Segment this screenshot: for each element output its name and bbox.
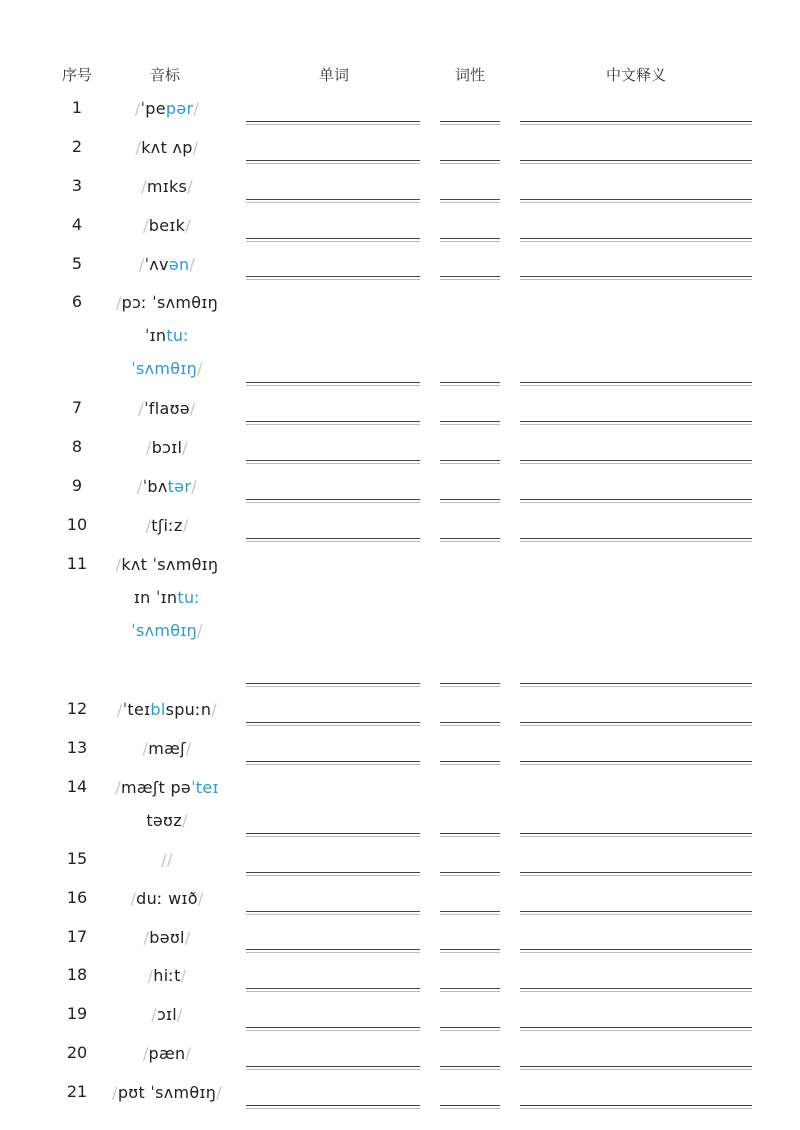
part-of-speech-blank[interactable] xyxy=(440,499,500,503)
word-blank[interactable] xyxy=(246,382,420,386)
phonetic-text: pɔː ˈsʌmθɪŋ ˈɪn xyxy=(121,293,219,346)
word-blank[interactable] xyxy=(246,538,420,542)
word-blank[interactable] xyxy=(246,761,420,765)
chinese-meaning-blank[interactable] xyxy=(520,872,752,876)
phonetic-transcription xyxy=(108,286,226,385)
part-of-speech-blank[interactable] xyxy=(440,121,500,125)
phonetic-text: kʌt ˈsʌmθɪŋ ɪn ˈɪn xyxy=(121,555,219,608)
phonetic-text: pæn xyxy=(148,1044,186,1064)
part-of-speech-blank[interactable] xyxy=(440,683,500,687)
table-row xyxy=(0,92,800,131)
phonetic-transcription xyxy=(108,170,226,203)
slash-mark: / xyxy=(187,176,193,196)
phonetic-highlight: tər xyxy=(167,477,192,497)
slash-mark: / xyxy=(115,555,122,575)
row-number: 19 xyxy=(66,1004,88,1024)
chinese-meaning-blank[interactable] xyxy=(520,683,752,687)
table-row xyxy=(0,431,800,470)
slash-mark: / xyxy=(145,516,152,536)
word-blank[interactable] xyxy=(246,1066,420,1070)
row-number: 8 xyxy=(71,437,83,457)
row-number: 6 xyxy=(71,292,83,312)
word-blank[interactable] xyxy=(246,238,420,242)
slash-mark: / xyxy=(191,477,197,497)
row-number: 1 xyxy=(71,98,83,117)
word-blank[interactable] xyxy=(246,911,420,915)
slash-mark: / xyxy=(115,293,122,313)
table-row xyxy=(0,170,800,209)
part-of-speech-blank[interactable] xyxy=(440,160,500,164)
slash-mark: / xyxy=(142,1044,149,1064)
phonetic-transcription xyxy=(108,248,226,281)
table-row xyxy=(0,843,800,882)
chinese-meaning-blank[interactable] xyxy=(520,121,752,125)
word-blank[interactable] xyxy=(246,722,420,726)
part-of-speech-blank[interactable] xyxy=(440,276,500,280)
slash-mark: / xyxy=(135,137,142,157)
chinese-meaning-blank[interactable] xyxy=(520,1027,752,1031)
table-row xyxy=(0,998,800,1037)
table-row xyxy=(0,392,800,431)
part-of-speech-blank[interactable] xyxy=(440,199,500,203)
table-row xyxy=(0,882,800,921)
word-blank[interactable] xyxy=(246,499,420,503)
slash-mark: / xyxy=(134,99,141,118)
phonetic-text: hiːt xyxy=(153,966,181,986)
chinese-meaning-blank[interactable] xyxy=(520,460,752,464)
word-blank[interactable] xyxy=(246,460,420,464)
table-row xyxy=(0,1037,800,1076)
part-of-speech-blank[interactable] xyxy=(440,988,500,992)
phonetic-transcription xyxy=(108,1037,226,1070)
slash-mark: / xyxy=(167,849,173,869)
slash-mark: / xyxy=(115,777,121,797)
slash-mark: / xyxy=(197,359,203,379)
phonetic-text: ɔɪl xyxy=(156,1005,178,1025)
table-header xyxy=(0,64,800,88)
phonetic-text: ˈflaʊə xyxy=(144,399,190,419)
part-of-speech-blank[interactable] xyxy=(440,722,500,726)
phonetic-highlight: tuː ˈsʌmθɪŋ xyxy=(131,326,198,379)
slash-mark: / xyxy=(189,254,196,274)
row-number: 14 xyxy=(66,776,88,796)
slash-mark: / xyxy=(211,700,217,720)
row-number: 4 xyxy=(71,214,83,234)
chinese-meaning-blank[interactable] xyxy=(520,160,752,164)
phonetic-text: mɪks xyxy=(146,176,188,196)
part-of-speech-blank[interactable] xyxy=(440,872,500,876)
slash-mark: / xyxy=(143,215,149,235)
row-number: 7 xyxy=(71,398,83,418)
table-row xyxy=(0,959,800,998)
slash-mark: / xyxy=(184,927,191,947)
chinese-meaning-blank[interactable] xyxy=(520,382,752,386)
phonetic-text: mæʃ xyxy=(148,738,186,758)
chinese-meaning-blank[interactable] xyxy=(520,988,752,992)
row-number: 16 xyxy=(66,887,88,907)
word-blank[interactable] xyxy=(246,199,420,203)
chinese-meaning-blank[interactable] xyxy=(520,761,752,765)
part-of-speech-blank[interactable] xyxy=(440,538,500,542)
word-blank[interactable] xyxy=(246,872,420,876)
part-of-speech-blank[interactable] xyxy=(440,761,500,765)
header-word: 单词 xyxy=(318,66,349,84)
table-row xyxy=(0,921,800,960)
part-of-speech-blank[interactable] xyxy=(440,1066,500,1070)
row-number: 11 xyxy=(66,554,88,574)
row-number: 17 xyxy=(66,926,88,946)
row-number: 2 xyxy=(71,136,83,156)
slash-mark: / xyxy=(130,888,137,908)
phonetic-text: beɪk xyxy=(148,215,186,235)
chinese-meaning-blank[interactable] xyxy=(520,949,752,953)
word-blank[interactable] xyxy=(246,160,420,164)
slash-mark: / xyxy=(147,966,154,986)
header-number: 序号 xyxy=(61,66,92,84)
row-number: 21 xyxy=(66,1082,88,1102)
slash-mark: / xyxy=(180,966,187,986)
phonetic-transcription xyxy=(108,921,226,954)
row-number: 12 xyxy=(66,699,88,719)
phonetic-text: ˈteɪ xyxy=(122,700,151,720)
phonetic-transcription xyxy=(108,392,226,425)
row-number: 15 xyxy=(66,848,88,868)
phonetic-text: tʃiːz xyxy=(151,516,183,536)
table-row xyxy=(0,470,800,509)
slash-mark: / xyxy=(138,254,145,274)
slash-mark: / xyxy=(185,1044,192,1064)
chinese-meaning-blank[interactable] xyxy=(520,911,752,915)
slash-mark: / xyxy=(138,399,145,419)
slash-mark: / xyxy=(181,810,188,830)
phonetic-transcription xyxy=(108,732,226,765)
chinese-meaning-blank[interactable] xyxy=(520,421,752,425)
phonetic-transcription xyxy=(108,131,226,164)
chinese-meaning-blank[interactable] xyxy=(520,276,752,280)
header-chinese-meaning: 中文释义 xyxy=(605,66,666,84)
slash-mark: / xyxy=(161,849,167,869)
table-row xyxy=(0,1076,800,1115)
phonetic-highlight: ˈteɪ xyxy=(191,777,219,797)
phonetic-text: bɔɪl xyxy=(151,438,183,458)
header-phonetic: 音标 xyxy=(149,66,180,84)
word-blank[interactable] xyxy=(246,1105,420,1109)
header-part-of-speech: 词性 xyxy=(454,66,485,84)
phonetic-transcription xyxy=(108,470,226,503)
slash-mark: / xyxy=(197,888,204,908)
phonetic-text: ˈpe xyxy=(140,99,166,118)
part-of-speech-blank[interactable] xyxy=(440,833,500,837)
chinese-meaning-blank[interactable] xyxy=(520,499,752,503)
slash-mark: / xyxy=(216,1083,222,1103)
part-of-speech-blank[interactable] xyxy=(440,238,500,242)
table-row xyxy=(0,771,800,843)
row-number: 13 xyxy=(66,737,88,757)
slash-mark: / xyxy=(185,738,192,758)
word-blank[interactable] xyxy=(246,988,420,992)
chinese-meaning-blank[interactable] xyxy=(520,1105,752,1109)
phonetic-text: bəʊl xyxy=(149,927,185,947)
table-row xyxy=(0,509,800,548)
row-number: 10 xyxy=(66,515,88,535)
phonetic-highlight: tuː ˈsʌmθɪŋ xyxy=(131,588,201,641)
slash-mark: / xyxy=(182,516,189,536)
phonetic-transcription xyxy=(108,431,226,464)
phonetic-text: ˈʌv xyxy=(144,254,169,274)
table-row xyxy=(0,248,800,287)
chinese-meaning-blank[interactable] xyxy=(520,833,752,837)
part-of-speech-blank[interactable] xyxy=(440,421,500,425)
table-row xyxy=(0,732,800,771)
word-blank[interactable] xyxy=(246,833,420,837)
row-number: 5 xyxy=(71,253,83,273)
chinese-meaning-blank[interactable] xyxy=(520,722,752,726)
phonetic-transcription xyxy=(108,1076,226,1109)
part-of-speech-blank[interactable] xyxy=(440,1105,500,1109)
slash-mark: / xyxy=(193,99,200,118)
phonetic-highlight: pər xyxy=(165,99,194,118)
part-of-speech-blank[interactable] xyxy=(440,911,500,915)
phonetic-text: mæʃt pə xyxy=(120,777,192,797)
slash-mark: / xyxy=(141,176,147,196)
phonetic-transcription xyxy=(108,959,226,992)
phonetic-transcription xyxy=(108,882,226,915)
slash-mark: / xyxy=(112,1083,118,1103)
phonetic-transcription xyxy=(108,209,226,242)
slash-mark: / xyxy=(182,438,188,458)
part-of-speech-blank[interactable] xyxy=(440,949,500,953)
slash-mark: / xyxy=(117,700,123,720)
word-blank[interactable] xyxy=(246,421,420,425)
row-number: 18 xyxy=(66,965,88,985)
phonetic-text: duː wɪð xyxy=(136,888,198,908)
phonetic-text: kʌt ʌp xyxy=(141,137,193,157)
word-blank[interactable] xyxy=(246,1027,420,1031)
slash-mark: / xyxy=(189,399,196,419)
word-blank[interactable] xyxy=(246,949,420,953)
table-row xyxy=(0,693,800,732)
word-blank[interactable] xyxy=(246,121,420,125)
phonetic-text: pʊt ˈsʌmθɪŋ xyxy=(117,1083,217,1103)
slash-mark: / xyxy=(143,927,150,947)
word-blank[interactable] xyxy=(246,683,420,687)
chinese-meaning-blank[interactable] xyxy=(520,238,752,242)
phonetic-transcription xyxy=(108,998,226,1031)
chinese-meaning-blank[interactable] xyxy=(520,538,752,542)
row-number: 3 xyxy=(71,175,83,195)
phonetic-text: təʊz xyxy=(146,810,182,830)
phonetic-text: spuːn xyxy=(165,700,212,720)
phonetic-transcription xyxy=(108,843,226,876)
part-of-speech-blank[interactable] xyxy=(440,382,500,386)
phonetic-text: ˈbʌ xyxy=(142,477,168,497)
slash-mark: / xyxy=(146,438,152,458)
phonetic-transcription xyxy=(108,509,226,542)
phonetic-transcription xyxy=(108,92,226,125)
phonetic-highlight: ən xyxy=(168,254,190,274)
table-row xyxy=(0,548,800,693)
part-of-speech-blank[interactable] xyxy=(440,1027,500,1031)
slash-mark: / xyxy=(137,477,143,497)
chinese-meaning-blank[interactable] xyxy=(520,199,752,203)
table-row xyxy=(0,286,800,392)
slash-mark: / xyxy=(192,137,199,157)
slash-mark: / xyxy=(185,215,191,235)
slash-mark: / xyxy=(197,621,203,641)
phonetic-transcription xyxy=(108,693,226,726)
row-number: 9 xyxy=(71,476,83,496)
chinese-meaning-blank[interactable] xyxy=(520,1066,752,1070)
table-row xyxy=(0,209,800,248)
vocab-rows xyxy=(0,92,800,1115)
word-blank[interactable] xyxy=(246,276,420,280)
phonetic-transcription xyxy=(108,771,226,837)
row-number: 20 xyxy=(66,1043,88,1063)
table-row xyxy=(0,131,800,170)
slash-mark: / xyxy=(177,1005,183,1025)
slash-mark: / xyxy=(151,1005,157,1025)
phonetic-transcription xyxy=(108,548,226,647)
phonetic-highlight: bl xyxy=(150,700,166,720)
part-of-speech-blank[interactable] xyxy=(440,460,500,464)
slash-mark: / xyxy=(142,738,149,758)
